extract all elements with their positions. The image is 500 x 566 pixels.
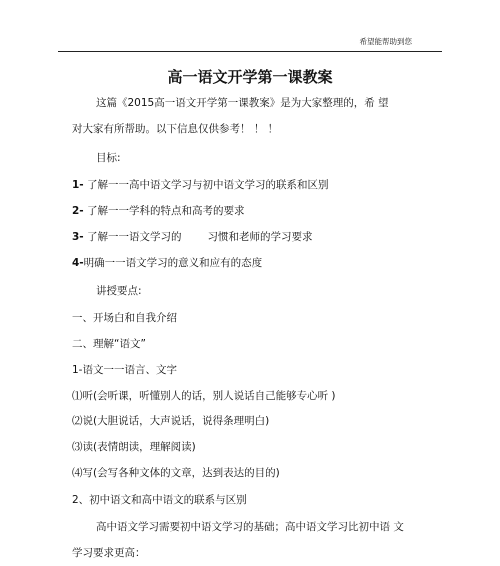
closing-line-1: 高中语文学习需要初中语文学习的基础；高中语文学习比初中语 文: [96, 521, 404, 533]
point-item: ⑷写(会写各种文体的文章，达到表达的目的): [72, 467, 280, 479]
objective-number: 4-: [72, 257, 84, 269]
objective-number: 1-: [72, 179, 84, 191]
point-item: 1-语文一一语言、文字: [72, 364, 177, 376]
objective-item: [72, 178, 329, 192]
intro-text-2: 对大家有所帮助。以下信息仅供参考！ ！ ！: [72, 123, 279, 135]
point-item: ⑶读(表情朗读，理解阅读): [72, 441, 196, 453]
objective-text: 了解一一学科的特点和高考的要求: [83, 205, 245, 217]
point-item: 二、理解“语文”: [72, 338, 146, 350]
objective-text: 了解一一语文学习的: [83, 231, 182, 243]
objective-text-continued: 习惯和老师的学习要求: [207, 231, 313, 243]
point-item: ⑴听(会听课，听懂别人的话，别人说话自己能够专心听 ): [72, 390, 336, 402]
objective-number: 3-: [72, 231, 84, 243]
objective-item: [72, 204, 245, 218]
point-item: 2、初中语文和高中语文的联系与区别: [72, 494, 247, 506]
header-note: 希望能帮助到您: [359, 37, 412, 46]
point-item: 一、开场白和自我介绍: [72, 312, 177, 324]
objective-item: [72, 230, 313, 244]
objective-text: 了解一一高中语文学习与初中语文学习的联系和区别: [83, 179, 329, 191]
header-rule: [58, 51, 442, 52]
intro-line-1: [96, 96, 389, 110]
intro-line-2: [72, 122, 278, 136]
closing-line-2: 学习要求更高：: [72, 547, 146, 559]
intro-text-1: 这篇《2015高一语文开学第一课教案》是为大家整理的，希 望: [96, 97, 389, 109]
objective-item: [72, 256, 262, 270]
objectives-heading: 目标:: [96, 152, 121, 164]
point-item: ⑵说(大胆说话，大声说话，说得条理明白): [72, 415, 270, 427]
objective-number: 2-: [72, 205, 84, 217]
objective-text: 明确一一语文学习的意义和应有的态度: [83, 257, 263, 269]
points-heading: 讲授要点:: [96, 285, 142, 297]
page-title: 高一语文开学第一课教案: [167, 68, 333, 86]
